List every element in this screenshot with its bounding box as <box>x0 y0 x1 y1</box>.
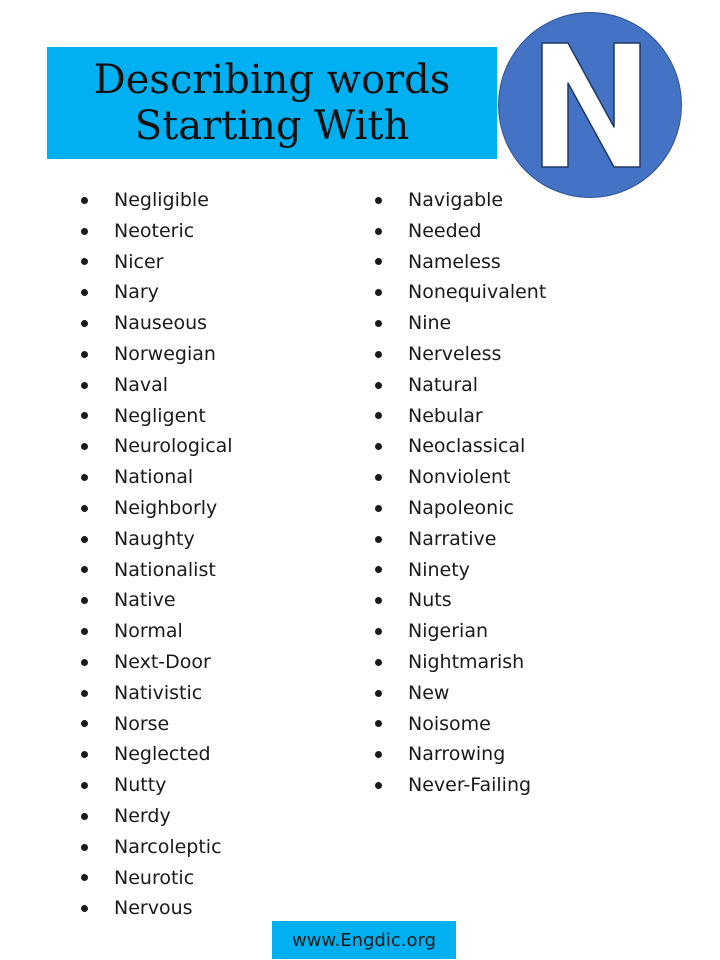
bullet-icon <box>81 536 88 543</box>
list-item <box>80 308 233 339</box>
word-text: Normal <box>114 620 183 643</box>
word-text: Native <box>114 589 176 612</box>
list-item <box>80 863 233 894</box>
bullet-icon <box>375 536 382 543</box>
list-item <box>374 678 546 709</box>
bullet-icon <box>81 690 88 697</box>
title-banner <box>47 47 497 159</box>
word-text: Naughty <box>114 527 195 550</box>
word-text: Nerdy <box>114 804 171 827</box>
list-item <box>80 832 233 863</box>
bullet-icon <box>81 813 88 820</box>
word-text: Nerveless <box>408 342 502 365</box>
word-text: Next-Door <box>114 650 211 673</box>
list-item <box>80 524 233 555</box>
word-text: Naval <box>114 373 169 396</box>
bullet-icon <box>375 690 382 697</box>
word-text: Neurological <box>114 435 233 458</box>
list-item <box>80 739 233 770</box>
bullet-icon <box>81 443 88 450</box>
bullet-icon <box>81 628 88 635</box>
list-item <box>80 370 233 401</box>
footer-banner <box>272 921 456 959</box>
word-text: Nuts <box>408 589 452 612</box>
bullet-icon <box>375 382 382 389</box>
bullet-icon <box>81 228 88 235</box>
word-list-right <box>374 185 546 801</box>
list-item <box>80 401 233 432</box>
bullet-icon <box>81 782 88 789</box>
word-text: Narrowing <box>408 743 506 766</box>
list-item <box>374 401 546 432</box>
list-item <box>80 247 233 278</box>
word-text: New <box>408 681 450 704</box>
list-item <box>374 709 546 740</box>
bullet-icon <box>81 382 88 389</box>
list-item <box>80 462 233 493</box>
word-list-left <box>80 185 233 924</box>
letter-badge <box>498 12 682 198</box>
bullet-icon <box>81 351 88 358</box>
word-text: Nebular <box>408 404 483 427</box>
footer-site-link[interactable]: www.Engdic.org <box>291 929 436 951</box>
list-item <box>374 524 546 555</box>
word-text: Norwegian <box>114 342 216 365</box>
list-item <box>80 616 233 647</box>
word-text: Noisome <box>408 712 491 735</box>
bullet-icon <box>375 289 382 296</box>
word-text: Needed <box>408 219 482 242</box>
list-item <box>80 709 233 740</box>
list-item <box>80 647 233 678</box>
list-item <box>374 739 546 770</box>
list-item <box>80 770 233 801</box>
list-item <box>374 247 546 278</box>
list-item <box>374 493 546 524</box>
word-text: National <box>114 466 194 489</box>
bullet-icon <box>81 659 88 666</box>
bullet-icon <box>81 720 88 727</box>
list-item <box>374 555 546 586</box>
title-line-1: Describing words <box>93 57 451 103</box>
bullet-icon <box>81 597 88 604</box>
bullet-icon <box>375 782 382 789</box>
list-item <box>374 431 546 462</box>
list-item <box>374 585 546 616</box>
list-item <box>374 277 546 308</box>
bullet-icon <box>375 720 382 727</box>
word-text: Neurotic <box>114 866 195 889</box>
bullet-icon <box>81 751 88 758</box>
list-item <box>80 585 233 616</box>
bullet-icon <box>81 474 88 481</box>
word-text: Nary <box>114 281 159 304</box>
list-item <box>374 216 546 247</box>
bullet-icon <box>375 228 382 235</box>
bullet-icon <box>81 412 88 419</box>
word-text: Ninety <box>408 558 470 581</box>
bullet-icon <box>81 844 88 851</box>
list-item <box>80 185 233 216</box>
word-text: Nauseous <box>114 312 208 335</box>
list-item <box>80 893 233 924</box>
word-text: Natural <box>408 373 479 396</box>
list-item <box>374 185 546 216</box>
word-text: Nine <box>408 312 452 335</box>
word-text: Nativistic <box>114 681 203 704</box>
list-item <box>374 308 546 339</box>
list-item <box>80 493 233 524</box>
list-item <box>80 555 233 586</box>
list-item <box>374 370 546 401</box>
bullet-icon <box>375 597 382 604</box>
word-text: Nutty <box>114 774 167 797</box>
list-item <box>80 339 233 370</box>
bullet-icon <box>375 258 382 265</box>
word-text: Nationalist <box>114 558 216 581</box>
word-text: Nervous <box>114 897 193 920</box>
bullet-icon <box>375 412 382 419</box>
list-item <box>80 216 233 247</box>
word-text: Norse <box>114 712 170 735</box>
word-text: Nonviolent <box>408 466 511 489</box>
bullet-icon <box>81 320 88 327</box>
list-item <box>374 647 546 678</box>
bullet-icon <box>375 628 382 635</box>
bullet-icon <box>375 443 382 450</box>
list-item <box>374 462 546 493</box>
word-text: Nameless <box>408 250 501 273</box>
word-text: Neoclassical <box>408 435 526 458</box>
word-text: Napoleonic <box>408 496 514 519</box>
bullet-icon <box>375 351 382 358</box>
bullet-icon <box>81 289 88 296</box>
title-line-2: Starting With <box>134 103 410 149</box>
list-item <box>80 801 233 832</box>
list-item <box>80 431 233 462</box>
bullet-icon <box>375 659 382 666</box>
word-text: Nicer <box>114 250 164 273</box>
word-text: Negligible <box>114 189 209 211</box>
bullet-icon <box>375 320 382 327</box>
list-item <box>80 678 233 709</box>
bullet-icon <box>81 874 88 881</box>
bullet-icon <box>81 566 88 573</box>
word-text: Negligent <box>114 404 206 427</box>
word-text: Neglected <box>114 743 211 766</box>
word-text: Neighborly <box>114 496 218 519</box>
word-text: Narrative <box>408 527 497 550</box>
word-text: Nigerian <box>408 620 489 643</box>
bullet-icon <box>375 505 382 512</box>
bullet-icon <box>375 751 382 758</box>
list-item <box>374 339 546 370</box>
bullet-icon <box>81 258 88 265</box>
bullet-icon <box>81 197 88 204</box>
word-text: Never-Failing <box>408 774 532 797</box>
bullet-icon <box>375 474 382 481</box>
letter-n-icon <box>530 35 650 175</box>
list-item <box>80 277 233 308</box>
bullet-icon <box>375 566 382 573</box>
word-text: Navigable <box>408 189 504 211</box>
list-item <box>374 616 546 647</box>
list-item <box>374 770 546 801</box>
bullet-icon <box>81 505 88 512</box>
bullet-icon <box>375 197 382 204</box>
word-text: Narcoleptic <box>114 835 222 858</box>
bullet-icon <box>81 905 88 912</box>
word-text: Nonequivalent <box>408 281 547 304</box>
word-text: Neoteric <box>114 219 195 242</box>
word-text: Nightmarish <box>408 650 525 673</box>
